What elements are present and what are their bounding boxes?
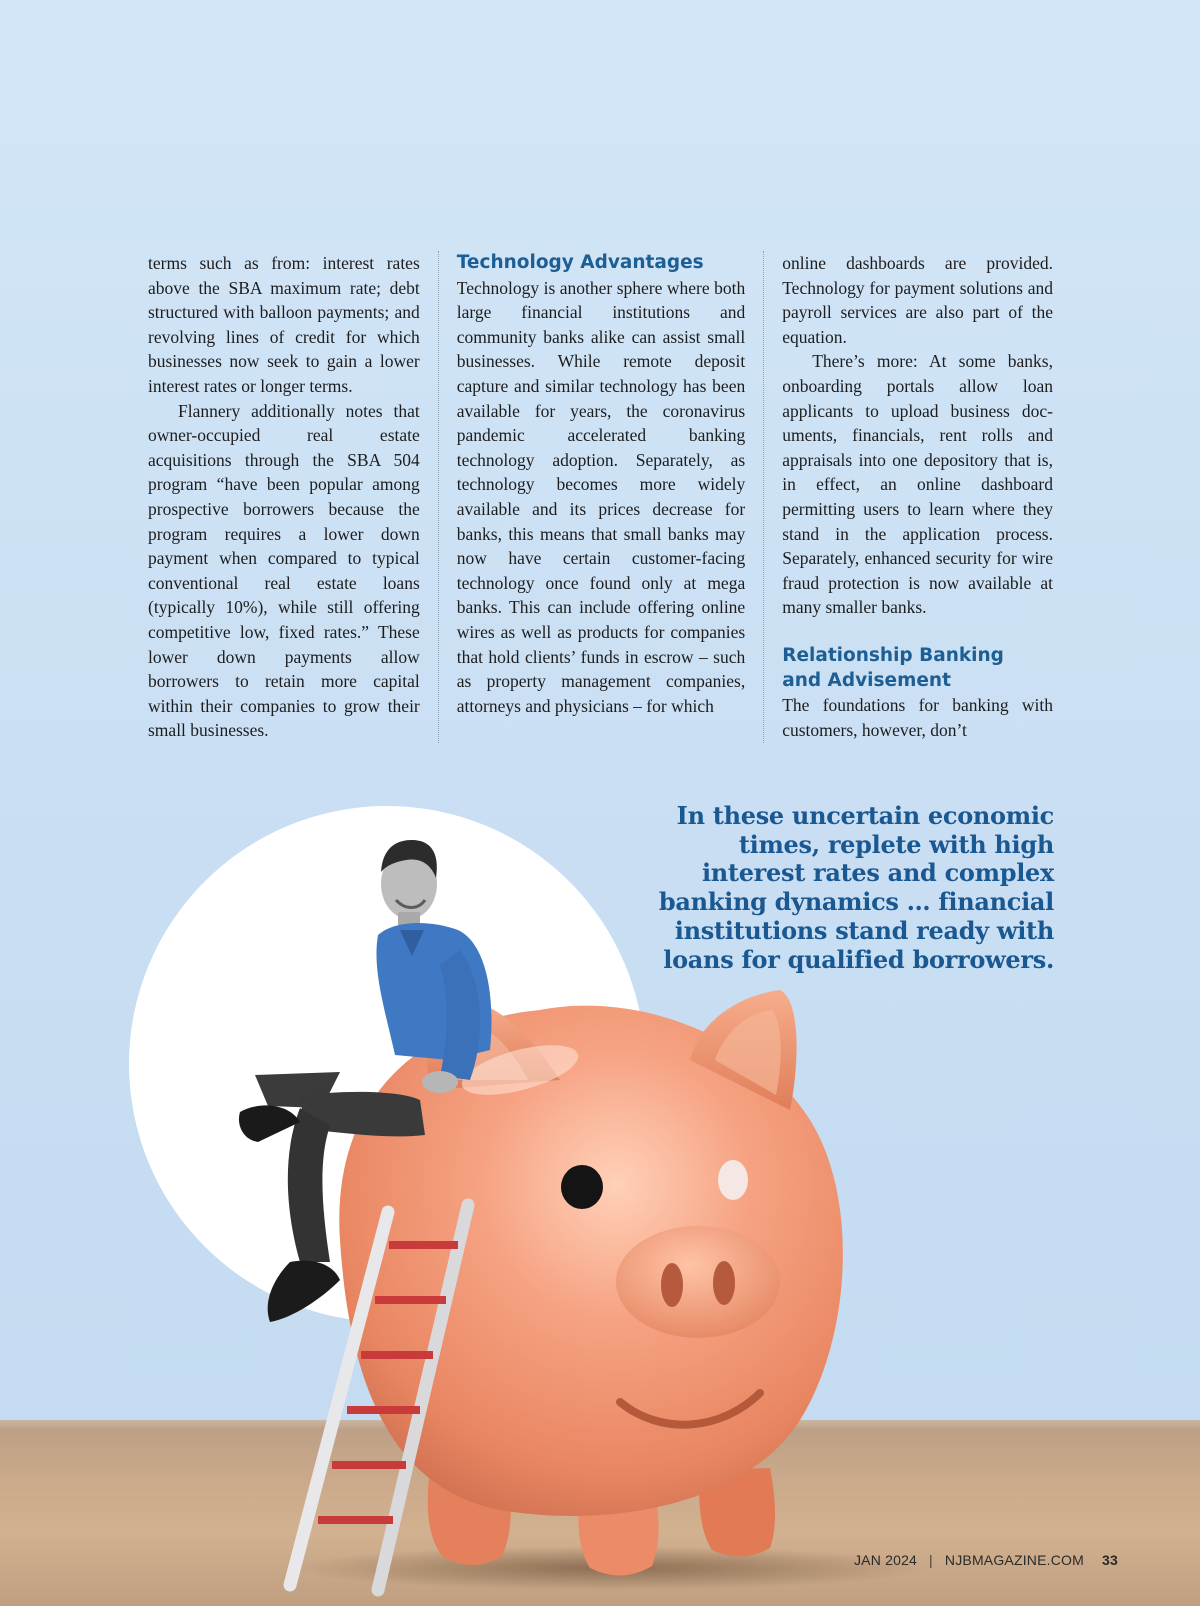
paragraph: The foundations for banking with customers, however, don’t [782, 695, 1053, 740]
paragraph: Technology is another sphere where both large financial institutions and community banks alike can assist small businesses. While remote deposit capture and similar technology has been available for years, the coronavirus pandemic accelerated banking technology adoption. Separately, as technology becomes more widely available and its prices decrease for banks, this means that small banks may now have certain customer-facing technology once found only at mega banks. This can include offering online wires as well as products for companies that hold clients’ funds in escrow – such as property management companies, attorneys and physicians – for which [456, 277, 746, 716]
paragraph: terms such as from: interest rates above the SBA maximum rate; debt structured with balloon payments; and revolving lines of credit for which businesses now seek to gain a lower interest rates or longer terms. [148, 253, 420, 396]
article-column-2 [438, 251, 745, 743]
page-footer [854, 1552, 1118, 1568]
website-link[interactable]: NJBMAGAZINE.COM [944, 1552, 1085, 1568]
article-column-3 [763, 251, 1053, 743]
heading-line: Relationship Banking [782, 644, 1004, 666]
pig-nostril-left [661, 1263, 683, 1307]
paragraph: online dashboards are provided. Technology for payment solutions and payroll services are also part of the equation. [782, 253, 1053, 347]
pig-eye-right [718, 1160, 748, 1200]
pull-quote: In these uncertain economic times, replete with high interest rates and complex banking dynamics … financial institutions stand ready with loans for qualified borrowers. [658, 801, 1054, 974]
pig-snout [616, 1226, 780, 1338]
pig-nostril-right [713, 1261, 735, 1305]
article-column-1 [148, 251, 420, 743]
section-heading-technology: Technology Advantages [456, 252, 704, 273]
issue-date: JAN 2024 [853, 1552, 918, 1568]
pig-eye-left [561, 1165, 603, 1209]
paragraph: There’s more: At some banks, onboarding portals allow loan applicants to upload business documents, financials, rent rolls and appraisals into one depository that is, in effect, an online dashboard permitting users to learn where they stand in the application process. Separately, enhanced security for wire fraud protection is now available at many smaller banks. [782, 351, 1053, 618]
page-number: 33 [1102, 1552, 1118, 1568]
paragraph: Flannery additionally notes that owner-occupied real estate acquisitions through the SBA 504 program “have been popular among prospective borrowers because the program requires a lower down payment when compared to typical conventional real estate loans (typically 10%), while still offering competitive low, fixed rates.” These lower down payments allow borrowers to retain more capital within their companies to grow their small businesses. [148, 400, 420, 741]
article-body [148, 251, 1053, 743]
section-heading-relationship [782, 644, 1053, 693]
footer-separator: | [929, 1552, 933, 1568]
heading-line: and Advisement [782, 669, 951, 691]
